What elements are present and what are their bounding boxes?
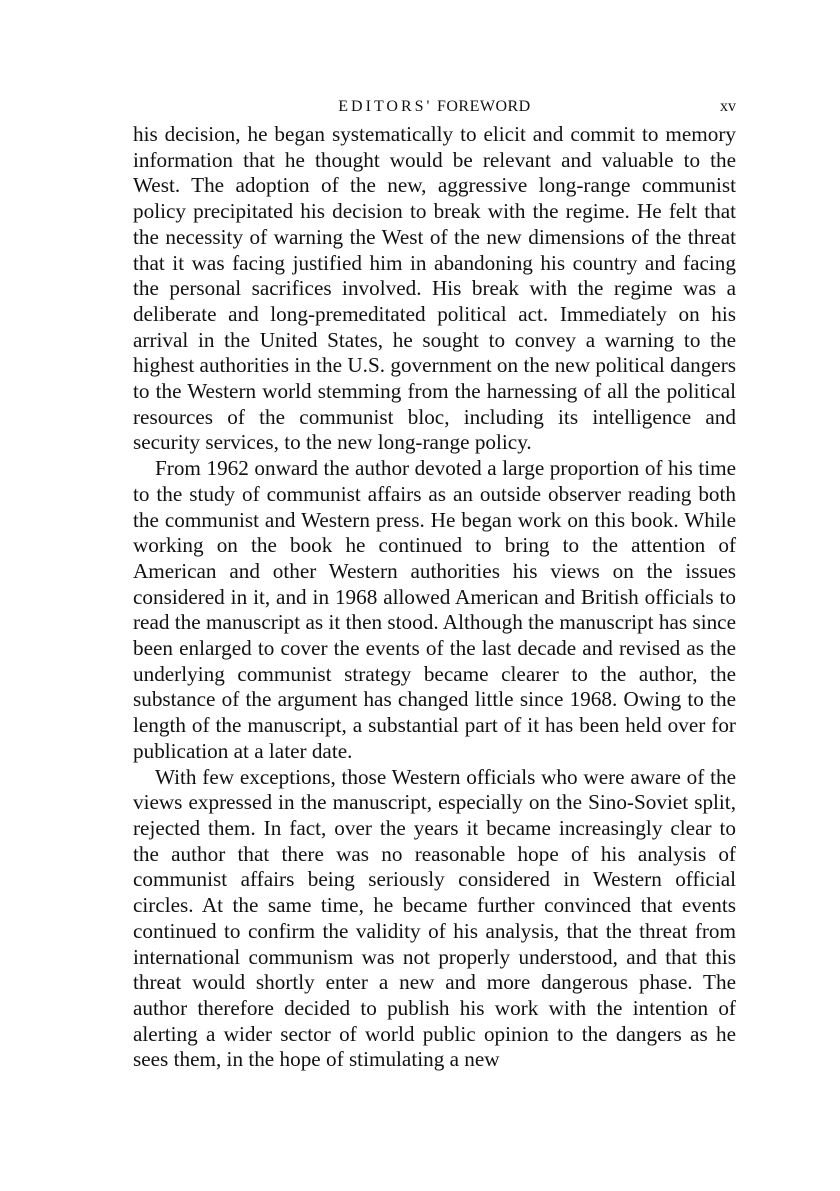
running-head-title-part2: FOREWORD	[432, 98, 531, 115]
running-head-title-part1: EDITORS'	[338, 98, 433, 115]
paragraph-2: From 1962 onward the author devoted a large proportion of his time to the study of communist affairs as an outside observer reading both the communist and Western press. He began work on this book. While working on the book he continued to bring to the attention of American and other Western authorities his views on the issues considered in it, and in 1968 allowed American and British officials to read the manuscript as it then stood. Although the manuscript has since been enlarged to cover the events of the last decade and revised as the underlying communist strategy became clearer to the author, the substance of the argument has changed little since 1968. Owing to the length of the manuscript, a substantial part of it has been held over for publication at a later date.	[133, 456, 736, 763]
paragraph-1: his decision, he began systematically to elicit and commit to memory information that he thought would be relevant and valuable to the West. The adoption of the new, aggressive long-range communist policy precipitated his decision to break with the regime. He felt that the necessity of warning the West of the new dimensions of the threat that it was facing justified him in abandoning his country and facing the personal sacrifices involved. His break with the regime was a deliberate and long-premeditated political act. Immediately on his arrival in the United States, he sought to convey a warning to the highest authorities in the U.S. government on the new political dangers to the Western world stemming from the harnessing of all the political resources of the communist bloc, including its intelligence and security services, to the new long-range policy.	[133, 122, 736, 455]
body-text	[133, 122, 736, 1073]
running-head-title	[133, 92, 736, 122]
running-head	[133, 92, 736, 122]
paragraph-3: With few exceptions, those Western officials who were aware of the views expressed in the manuscript, especially on the Sino-Soviet split, rejected them. In fact, over the years it became increasingly clear to the author that there was no reasonable hope of his analysis of communist affairs being seriously considered in Western official circles. At the same time, he became further convinced that events continued to confirm the validity of his analysis, that the threat from international communism was not properly understood, and that this threat would shortly enter a new and more dangerous phase. The author therefore decided to publish his work with the intention of alerting a wider sector of world public opinion to the dangers as he sees them, in the hope of stimulating a new	[133, 764, 736, 1072]
page-number: xv	[720, 98, 736, 115]
book-page	[133, 92, 736, 1073]
